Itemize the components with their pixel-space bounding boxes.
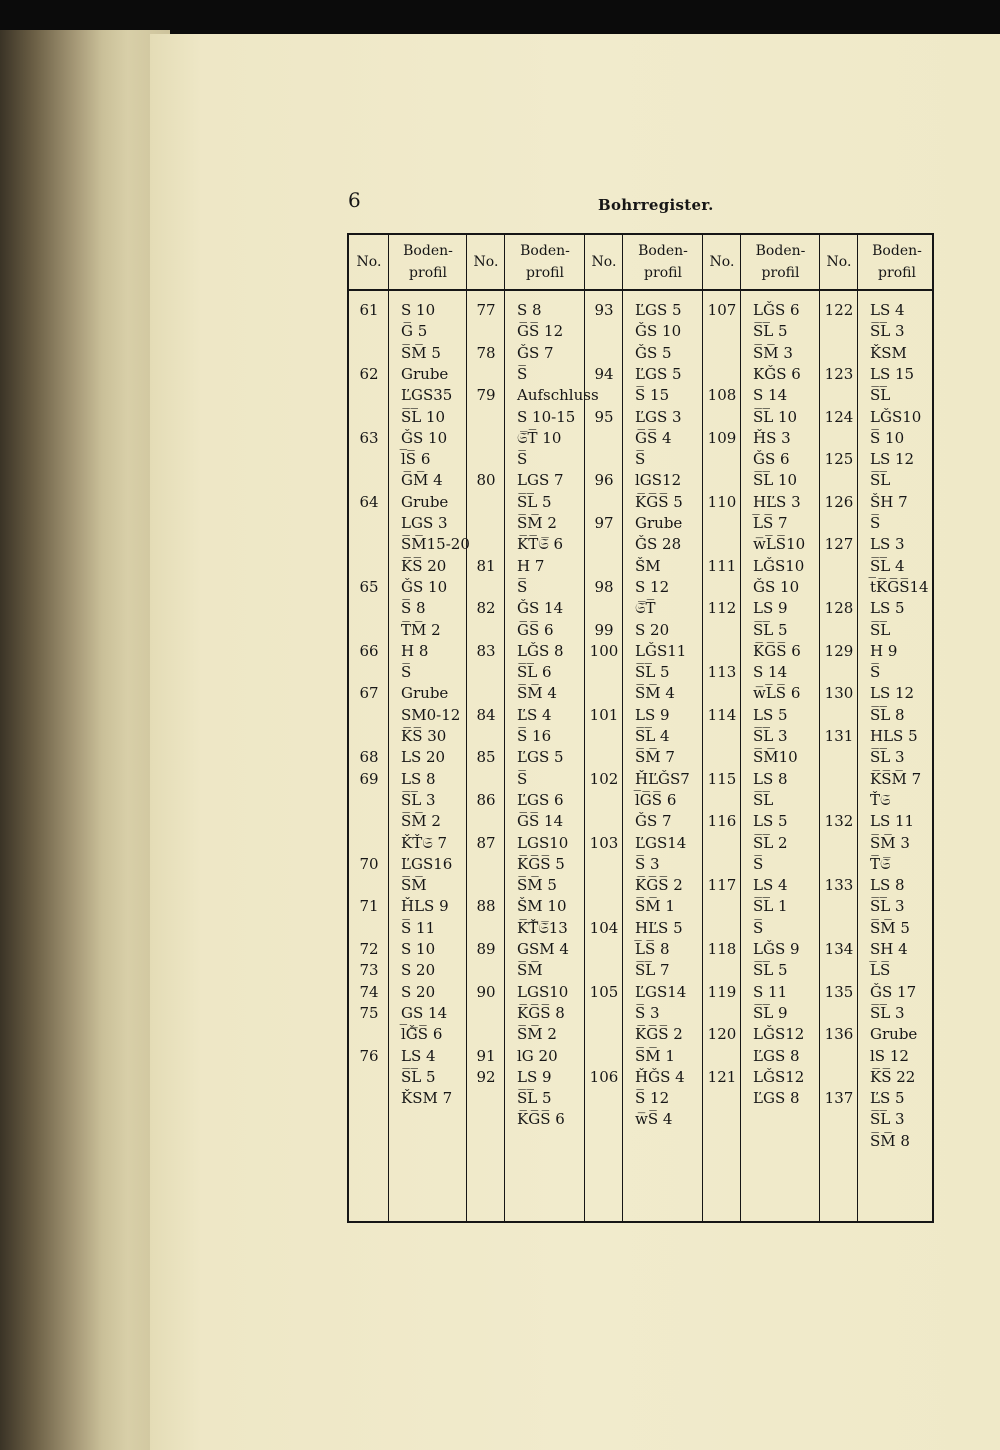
- soil-profile-line: lGS12: [635, 471, 682, 490]
- soil-profile-line: ĽGS 3: [635, 407, 682, 426]
- boring-number: 114: [707, 705, 737, 724]
- boring-number: 104: [589, 918, 619, 937]
- soil-profile-line: S̅: [517, 450, 528, 469]
- soil-profile-line: ĽGS35: [401, 386, 453, 405]
- boring-number: 112: [707, 599, 737, 618]
- soil-profile-line: LǦS10: [753, 556, 805, 575]
- soil-profile-line: K̅G̅S̅ 6: [753, 641, 801, 660]
- soil-profile-line: LǦS12: [753, 1025, 805, 1044]
- boring-number: 69: [359, 769, 379, 788]
- boring-number: 98: [594, 577, 614, 596]
- soil-profile-line: LGS 7: [517, 471, 564, 490]
- soil-profile-line: ĽGS14: [635, 982, 687, 1001]
- boring-number: 121: [707, 1067, 737, 1086]
- boring-number: 115: [707, 769, 737, 788]
- soil-profile-line: ǦS 28: [635, 535, 682, 554]
- boring-number: 84: [476, 705, 496, 724]
- soil-profile-line: S̅L̅ 5: [401, 1067, 436, 1086]
- boring-number: 119: [707, 982, 737, 1001]
- soil-profile-line: S̅ 3: [635, 854, 660, 873]
- boring-number: 127: [824, 535, 854, 554]
- soil-profile-line: S̅M̅15-20: [401, 535, 470, 554]
- soil-profile-line: ĽGS16: [401, 854, 453, 873]
- soil-profile-line: S̅M̅ 8: [870, 1131, 910, 1150]
- soil-profile-line: S̅L̅ 10: [753, 471, 798, 490]
- soil-profile-line: S 20: [401, 982, 436, 1001]
- soil-profile-line: S 10-15: [517, 407, 576, 426]
- soil-profile-line: LS 8: [401, 769, 436, 788]
- soil-profile-line: HLS 5: [870, 727, 918, 745]
- soil-profile-line: ĽGS 6: [517, 790, 564, 809]
- soil-profile-line: w̅L̅S̅ 6: [753, 684, 801, 703]
- soil-profile-line: S̅L̅ 3: [753, 727, 788, 745]
- boring-number: 122: [824, 301, 854, 319]
- soil-profile-line: S 20: [401, 961, 436, 980]
- boring-number: 118: [707, 940, 737, 958]
- boring-number: 83: [476, 641, 496, 660]
- soil-profile-line: ȞǦS 4: [635, 1067, 685, 1086]
- soil-profile-line: K̅G̅S̅ 5: [635, 492, 683, 511]
- soil-profile-line: S̅L̅: [870, 620, 891, 639]
- soil-profile-line: S̅L̅ 3: [870, 1110, 905, 1129]
- boring-number: 113: [707, 663, 737, 682]
- boring-number: 68: [359, 748, 379, 767]
- soil-profile-line: LǦS11: [635, 641, 687, 660]
- boring-number: 124: [824, 407, 854, 426]
- boring-number: 87: [476, 833, 496, 852]
- boring-number: 81: [476, 556, 496, 575]
- soil-profile-line: T̅M̅ 2: [401, 620, 441, 639]
- soil-profile-line: S̅L̅ 2: [753, 833, 788, 852]
- soil-profile-line: K̅G̅S̅ 8: [517, 1003, 565, 1022]
- boring-number: 90: [476, 982, 496, 1001]
- boring-number: 97: [594, 514, 614, 532]
- boring-number: 96: [594, 471, 614, 490]
- soil-profile-line: LS 4: [401, 1046, 436, 1065]
- column-header-profile: Boden- profil: [755, 243, 806, 281]
- soil-profile-line: S 12: [635, 577, 670, 596]
- boring-number: 62: [359, 364, 379, 383]
- soil-profile-line: S̅M̅ 5: [870, 918, 910, 937]
- boring-number: 74: [359, 982, 379, 1001]
- soil-profile-line: LS 9: [517, 1067, 552, 1086]
- soil-profile-line: Grube: [401, 364, 449, 383]
- boring-number: 77: [476, 301, 496, 319]
- boring-number: 80: [476, 471, 496, 490]
- soil-profile-line: S̅ 12: [635, 1089, 670, 1108]
- soil-profile-line: ǨSM: [870, 343, 907, 362]
- soil-profile-line: S̅: [753, 918, 764, 937]
- soil-profile-line: T̅𝔖̅: [870, 854, 891, 873]
- boring-number: 136: [824, 1025, 854, 1044]
- boring-number: 129: [824, 641, 854, 660]
- boring-number: 67: [359, 684, 379, 703]
- page-stack-edge: [0, 30, 170, 1450]
- column-header-no: No.: [473, 254, 499, 270]
- soil-profile-line: LS 11: [870, 812, 915, 831]
- soil-profile-line: w̅S̅ 4: [635, 1110, 673, 1129]
- soil-profile-line: S 8: [517, 301, 542, 319]
- soil-profile-line: S̅ 15: [635, 386, 670, 405]
- soil-profile-line: ǦS 10: [401, 428, 448, 447]
- soil-profile-line: LS 3: [870, 535, 905, 554]
- soil-profile-line: t̅K̅G̅S̅14: [870, 577, 929, 596]
- soil-profile-line: S̅M̅ 7: [635, 748, 675, 767]
- boring-number: 133: [824, 876, 854, 895]
- boring-number: 64: [359, 492, 379, 511]
- soil-profile-line: S̅L̅ 3: [870, 748, 905, 767]
- soil-profile-line: LǦS 8: [517, 641, 564, 660]
- soil-profile-line: K̅S̅ 22: [870, 1067, 916, 1086]
- soil-profile-line: S̅: [635, 450, 646, 469]
- soil-profile-line: S̅L̅ 10: [401, 407, 446, 426]
- soil-profile-line: S̅M̅: [401, 876, 427, 895]
- boring-number: 91: [476, 1046, 496, 1065]
- column-header-profile: Boden- profil: [403, 243, 453, 281]
- soil-profile-line: S̅M̅ 3: [870, 833, 910, 852]
- soil-profile-line: LS 12: [870, 450, 915, 469]
- soil-profile-line: l̅S̅ 6: [401, 450, 431, 469]
- soil-profile-line: LS 8: [870, 876, 905, 895]
- soil-profile-line: Grube: [870, 1025, 918, 1044]
- boring-number: 134: [824, 940, 854, 958]
- boring-number: 95: [594, 407, 614, 426]
- soil-profile-line: ĽS 5: [870, 1089, 905, 1108]
- soil-profile-line: ĽS 4: [517, 705, 552, 724]
- soil-profile-line: ȞĽǦS7: [635, 769, 690, 788]
- page-number: 6: [348, 188, 361, 212]
- soil-profile-line: ĽGS14: [635, 833, 687, 852]
- soil-profile-line: S̅ 10: [870, 428, 905, 447]
- soil-profile-line: S̅L̅ 3: [870, 322, 905, 341]
- soil-profile-line: ǦS 10: [401, 577, 448, 596]
- soil-profile-line: LGS10: [517, 982, 569, 1001]
- boring-number: 89: [476, 940, 496, 958]
- soil-profile-line: 𝔖̅T̅ 10: [517, 428, 562, 447]
- soil-profile-line: S̅M̅10: [753, 748, 798, 767]
- soil-profile-line: S̅: [517, 769, 528, 788]
- soil-profile-line: G̅S̅ 6: [517, 620, 554, 639]
- soil-profile-line: S 14: [753, 386, 788, 405]
- soil-profile-line: S̅L̅ 4: [870, 556, 905, 575]
- soil-profile-line: L̅S̅: [870, 961, 891, 980]
- soil-profile-line: lG 20: [517, 1046, 558, 1065]
- soil-profile-line: LS 8: [753, 769, 788, 788]
- soil-profile-line: ǦS 7: [517, 343, 554, 362]
- soil-profile-line: S̅M̅ 2: [517, 514, 557, 532]
- soil-profile-line: 𝔖̅T̅: [635, 599, 656, 618]
- soil-profile-line: ŠM 10: [517, 897, 567, 916]
- boring-number: 137: [824, 1089, 854, 1108]
- soil-profile-line: LS 4: [753, 876, 788, 895]
- soil-profile-line: w̅L̅S̅10: [753, 535, 806, 554]
- soil-profile-line: S̅L̅ 3: [401, 790, 436, 809]
- soil-profile-line: G̅ 5: [401, 322, 428, 341]
- boring-number: 117: [707, 876, 737, 895]
- soil-profile-line: H 9: [870, 641, 898, 660]
- soil-profile-line: S 20: [635, 620, 670, 639]
- soil-profile-line: LS 9: [753, 599, 788, 618]
- soil-profile-line: S̅L̅ 5: [753, 961, 788, 980]
- soil-profile-line: SH 4: [870, 940, 908, 958]
- boring-number: 103: [589, 833, 619, 852]
- boring-number: 106: [589, 1067, 619, 1086]
- boring-number: 107: [707, 301, 737, 319]
- boring-number: 72: [359, 940, 379, 958]
- soil-profile-line: S̅L̅ 9: [753, 1003, 788, 1022]
- soil-profile-line: ǦS 17: [870, 982, 917, 1001]
- boring-number: 125: [824, 450, 854, 469]
- soil-profile-line: S̅ 8: [401, 599, 426, 618]
- soil-profile-line: S̅L̅ 5: [753, 620, 788, 639]
- column-header-profile: Boden- profil: [638, 243, 688, 281]
- soil-profile-line: K̅S̅ 20: [401, 556, 447, 575]
- boring-number: 65: [359, 577, 379, 596]
- soil-profile-line: S̅L̅ 5: [517, 492, 552, 511]
- soil-profile-line: S̅: [870, 663, 881, 682]
- soil-profile-line: Grube: [401, 492, 449, 511]
- soil-profile-line: S̅: [517, 364, 528, 383]
- soil-profile-line: G̅S̅ 4: [635, 428, 672, 447]
- soil-profile-line: S̅L̅ 5: [517, 1089, 552, 1108]
- soil-profile-line: S̅L̅ 5: [635, 663, 670, 682]
- soil-profile-line: K̅S̅M̅ 7: [870, 769, 922, 788]
- boring-number: 116: [707, 812, 737, 831]
- soil-profile-line: S̅: [753, 854, 764, 873]
- soil-profile-line: K̅G̅S̅ 5: [517, 854, 565, 873]
- boring-number: 86: [476, 790, 496, 809]
- soil-profile-line: ĽGS 5: [635, 364, 682, 383]
- soil-profile-line: S̅M̅: [517, 961, 543, 980]
- soil-profile-line: S̅: [401, 663, 412, 682]
- soil-profile-line: H 7: [517, 556, 545, 575]
- soil-profile-line: LS 5: [753, 812, 788, 831]
- soil-profile-line: S̅L̅: [753, 790, 774, 809]
- soil-profile-line: S̅M̅ 2: [401, 812, 441, 831]
- soil-profile-line: G̅S̅ 14: [517, 812, 564, 831]
- boring-number: 109: [707, 428, 737, 447]
- soil-profile-line: l̅Ǧ̅S̅ 6: [401, 1025, 443, 1044]
- column-header-profile: Boden- profil: [872, 243, 922, 281]
- soil-profile-line: LǦS12: [753, 1067, 805, 1086]
- soil-profile-line: S̅L̅ 5: [753, 322, 788, 341]
- soil-profile-line: S̅L̅ 1: [753, 897, 788, 916]
- soil-profile-line: GSM 4: [517, 940, 569, 958]
- soil-profile-line: S̅L̅ 8: [870, 705, 905, 724]
- soil-profile-line: LS 20: [401, 748, 446, 767]
- soil-profile-line: G̅S̅ 12: [517, 322, 564, 341]
- boring-number: 92: [476, 1067, 496, 1086]
- soil-profile-line: ŠM: [635, 556, 661, 575]
- boring-number: 128: [824, 599, 854, 618]
- soil-profile-line: K̅T̅𝔖̅ 6: [517, 535, 564, 554]
- boring-number: 93: [594, 301, 614, 319]
- column-header-no: No.: [826, 254, 852, 270]
- soil-profile-line: Aufschluss: [517, 386, 599, 405]
- soil-profile-line: ǦS 14: [517, 599, 564, 618]
- boring-number: 82: [476, 599, 496, 618]
- bore-register-table: [347, 233, 934, 1223]
- soil-profile-line: S̅L̅ 10: [753, 407, 798, 426]
- soil-profile-line: K̅G̅S̅ 2: [635, 876, 683, 895]
- soil-profile-line: S̅L̅ 6: [517, 663, 552, 682]
- boring-number: 61: [359, 301, 379, 319]
- boring-number: 102: [589, 769, 619, 788]
- soil-profile-line: ĽGS 8: [753, 1089, 800, 1108]
- soil-profile-line: H 8: [401, 641, 429, 660]
- soil-profile-line: ȞLS 9: [401, 897, 449, 916]
- soil-profile-line: S̅: [517, 577, 528, 596]
- soil-profile-line: LGS 3: [401, 514, 448, 532]
- boring-number: 71: [359, 897, 379, 916]
- soil-profile-line: S 10: [401, 301, 436, 319]
- boring-number: 100: [589, 641, 619, 660]
- soil-profile-line: lS 12: [870, 1046, 909, 1065]
- soil-profile-line: ǦS 6: [753, 450, 790, 469]
- soil-profile-line: S̅L̅ 3: [870, 1003, 905, 1022]
- soil-profile-line: ǨŤ𝔖 7: [401, 833, 448, 852]
- boring-number: 75: [359, 1003, 379, 1022]
- soil-profile-line: LǦS10: [870, 407, 922, 426]
- soil-profile-line: ǦS 5: [635, 343, 672, 362]
- boring-number: 94: [594, 364, 614, 383]
- soil-profile-line: LGS10: [517, 833, 569, 852]
- boring-number: 111: [707, 556, 737, 575]
- soil-profile-line: ŠH 7: [870, 492, 908, 511]
- boring-number: 66: [359, 641, 379, 660]
- soil-profile-line: S̅L̅ 7: [635, 961, 670, 980]
- soil-profile-line: ĽGS 5: [635, 301, 682, 319]
- boring-number: 135: [824, 982, 854, 1001]
- column-header-no: No.: [709, 254, 735, 270]
- soil-profile-line: LǦS 6: [753, 301, 800, 319]
- soil-profile-line: HĽS 5: [635, 918, 683, 937]
- soil-profile-line: S̅M̅ 3: [753, 343, 793, 362]
- soil-profile-line: S̅L̅ 3: [870, 897, 905, 916]
- boring-number: 76: [359, 1046, 379, 1065]
- column-header-profile: Boden- profil: [520, 243, 570, 281]
- soil-profile-line: ĽGS 5: [517, 748, 564, 767]
- soil-profile-line: S̅M̅ 5: [517, 876, 557, 895]
- soil-profile-line: ĽGS 8: [753, 1046, 800, 1065]
- page-title: Bohrregister.: [598, 196, 714, 214]
- soil-profile-line: LS 5: [870, 599, 905, 618]
- soil-profile-line: S̅L̅: [870, 471, 891, 490]
- soil-profile-line: ȞS 3: [753, 428, 791, 447]
- boring-number: 105: [589, 982, 619, 1001]
- soil-profile-line: Grube: [401, 684, 449, 703]
- soil-profile-line: l̅G̅S̅ 6: [635, 790, 677, 809]
- soil-profile-line: S̅ 16: [517, 727, 552, 745]
- column-header-no: No.: [591, 254, 617, 270]
- soil-profile-line: GS 14: [401, 1003, 448, 1022]
- boring-number: 108: [707, 386, 737, 405]
- soil-profile-line: S̅M̅ 2: [517, 1025, 557, 1044]
- boring-number: 132: [824, 812, 854, 831]
- soil-profile-line: G̅M̅ 4: [401, 471, 443, 490]
- boring-number: 85: [476, 748, 496, 767]
- soil-profile-line: HĽS 3: [753, 492, 801, 511]
- soil-profile-line: S 10: [401, 940, 436, 958]
- boring-number: 78: [476, 343, 496, 362]
- boring-number: 63: [359, 428, 379, 447]
- soil-profile-line: L̅S̅ 7: [753, 514, 788, 532]
- header-rule: [349, 289, 932, 291]
- soil-profile-line: Grube: [635, 514, 683, 532]
- soil-profile-line: LS 9: [635, 705, 670, 724]
- soil-profile-line: S̅: [870, 514, 881, 532]
- soil-profile-line: K̅Ť̅𝔖̅13: [517, 918, 568, 937]
- soil-profile-line: S̅M̅ 4: [635, 684, 675, 703]
- soil-profile-line: ǦS 10: [635, 322, 682, 341]
- boring-number: 110: [707, 492, 737, 511]
- soil-profile-line: SM0-12: [401, 705, 461, 724]
- soil-profile-line: L̅S̅ 8: [635, 940, 670, 958]
- soil-profile-line: S̅M̅ 1: [635, 897, 675, 916]
- soil-profile-line: LS 12: [870, 684, 915, 703]
- boring-number: 99: [594, 620, 614, 639]
- soil-profile-line: K̅S̅ 30: [401, 727, 447, 745]
- boring-number: 126: [824, 492, 854, 511]
- soil-profile-line: LS 15: [870, 364, 915, 383]
- soil-profile-line: S 14: [753, 663, 788, 682]
- boring-number: 88: [476, 897, 496, 916]
- boring-number: 120: [707, 1025, 737, 1044]
- soil-profile-line: LS 5: [753, 705, 788, 724]
- soil-profile-line: S̅L̅: [870, 386, 891, 405]
- boring-number: 130: [824, 684, 854, 703]
- soil-profile-line: ǦS 7: [635, 812, 672, 831]
- soil-profile-line: ǦS 10: [753, 577, 800, 596]
- soil-profile-line: S̅ 3: [635, 1003, 660, 1022]
- soil-profile-line: S̅L̅ 4: [635, 727, 670, 745]
- soil-profile-line: KǦS 6: [753, 364, 801, 383]
- boring-number: 79: [476, 386, 496, 405]
- soil-profile-line: S 11: [753, 982, 788, 1001]
- column-header-no: No.: [356, 254, 382, 270]
- soil-profile-line: LS 4: [870, 301, 905, 319]
- boring-number: 123: [824, 364, 854, 383]
- soil-profile-line: LǦS 9: [753, 940, 800, 958]
- soil-profile-line: K̅G̅S̅ 2: [635, 1025, 683, 1044]
- soil-profile-line: S̅M̅ 1: [635, 1046, 675, 1065]
- boring-number: 131: [824, 727, 854, 745]
- soil-profile-line: ǨSM 7: [401, 1089, 453, 1108]
- soil-profile-line: K̅G̅S̅ 6: [517, 1110, 565, 1129]
- boring-number: 73: [359, 961, 379, 980]
- soil-profile-line: S̅M̅ 4: [517, 684, 557, 703]
- boring-number: 70: [359, 854, 379, 873]
- soil-profile-line: Ť𝔖: [870, 790, 891, 809]
- boring-number: 101: [589, 705, 619, 724]
- soil-profile-line: S̅ 11: [401, 918, 436, 937]
- column-separator: [388, 235, 389, 1221]
- soil-profile-line: S̅M̅ 5: [401, 343, 441, 362]
